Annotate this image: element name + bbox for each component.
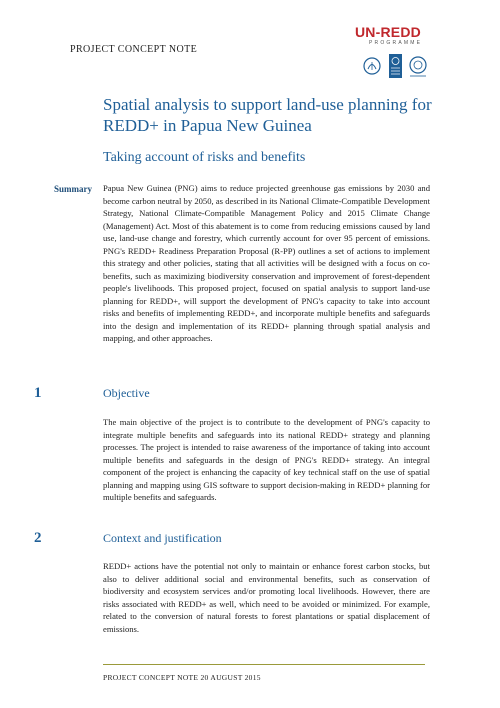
section-title-objective: Objective (103, 386, 150, 400)
section-text-objective: The main objective of the project is to contribute to the development of PNG's capacity to integrate multiple benefits and safeguards into its national REDD+ strategy and planning processes. The project is intended to raise awareness of the importance of taking into account multiple benefits and safeguards in the design of PNG's REDD+ strategy. An integral component of the project is enhancing the capacity of key technical staff on the use of spatial planning and mapping using GIS software to support decision-making in REDD+ planning for multiple benefits and safeguards. (103, 417, 430, 502)
footer-divider (103, 664, 425, 665)
document-title: Spatial analysis to support land-use planning for REDD+ in Papua New Guinea (103, 95, 432, 135)
document-subtitle: Taking account of risks and benefits (103, 150, 306, 165)
section-number: 1 (34, 385, 42, 401)
section-number: 2 (34, 530, 42, 546)
summary-text: Papua New Guinea (PNG) aims to reduce projected greenhouse gas emissions by 2030 and become carbon neutral by 2050, as described in its National Climate-Compatible Development Strategy, National Climate-Compatible Management Policy and 2015 Climate Change (Management) Act. Most of this abatement is to come from reducing emissions caused by land use, land-use change and forestry, which currently account for over 95 percent of emissions. PNG's REDD+ Readiness Preparation Proposal (R-PP) outlines a set of actions to implement this strategy and other policies, stating that all activities will be designed with a focus on co-benefits, such as maximizing biodiversity conservation and improvement of forest-dependent people's livelihoods. This proposed project, focused on spatial analysis to support land-use planning for REDD+, will support the development of PNG's capacity to take into account risks and benefits of implementing REDD+, and incorporate multiple benefits and safeguards into the design and implementation of its REDD+ planning through spatial analysis and mapping, and other approaches. (103, 183, 430, 343)
un-redd-logo (355, 24, 435, 84)
summary-label: Summary (54, 184, 92, 194)
section-title-context: Context and justification (103, 531, 222, 545)
section-text-context: REDD+ actions have the potential not only to maintain or enhance forest carbon stocks, but also to deliver additional social and environmental benefits, such as conservation of biodiversity and ecosystem services and/or promoting local livelihoods. However, there are risks associated with REDD+ as well, which need to be avoided or minimized. For example, related to the conversion of natural forests to forest plantations or spatial displacement of emissions. (103, 561, 430, 634)
logo-subtitle: PROGRAMME (369, 40, 423, 46)
logo-title: UN-REDD (355, 24, 421, 40)
footer-text: PROJECT CONCEPT NOTE 20 AUGUST 2015 (103, 673, 261, 682)
agency-seals-icon (361, 52, 431, 82)
header-label: PROJECT CONCEPT NOTE (70, 44, 198, 55)
